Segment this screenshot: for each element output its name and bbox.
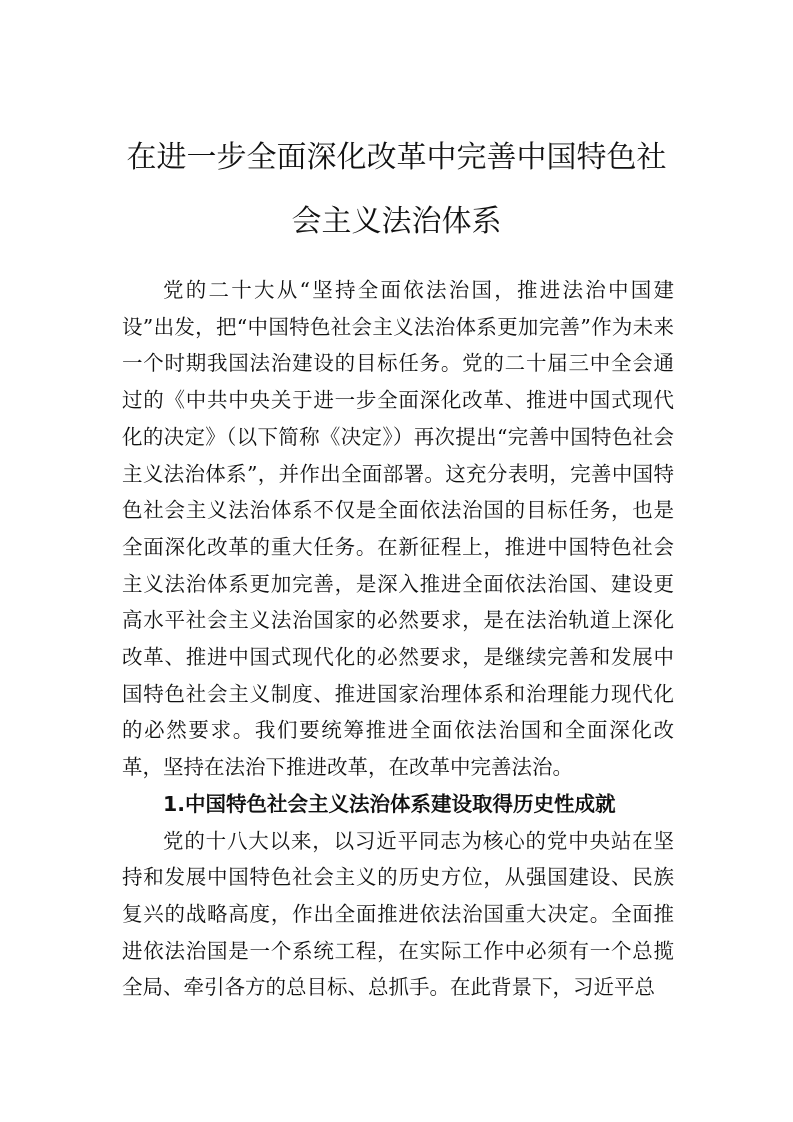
section-1-heading: 1.中国特色社会主义法治体系建设取得历史性成就 — [163, 791, 616, 816]
title-line-1: 在进一步全面深化改革中完善中国特色社 — [126, 140, 667, 175]
paragraph-1: 党的二十大从“坚持全面依法治国，推进法治中国建设”出发，把“中国特色社会主义法治体系更加完善”作为未来一个时期我国法治建设的目标任务。党的二十届三中全会通过的《中共中央关于进一步全面深化改革、推进中国式现代化的决定》（以下简称《决定》）再次提出“完善中国特色社会主义法治体系”，并作出全面部署。这充分表明，完善中国特色社会主义法治体系不仅是全面依法治国的目标任务，也是全面深化改革的重大任务。在新征程上，推进中国特色社会主义法治体系更加完善，是深入推进全面依法治国、建设更高水平社会主义法治国家的必然要求，是在法治轨道上深化改革、推进中国式现代化的必然要求，是继续完善和发展中国特色社会主义制度、推进国家治理体系和治理能力现代化的必然要求。我们要统筹推进全面依法治国和全面深化改革，坚持在法治下推进改革，在改革中完善法治。 — [122, 278, 674, 780]
document-body — [122, 272, 674, 1006]
document-title — [100, 126, 693, 254]
paragraph-2: 党的十八大以来，以习近平同志为核心的党中央站在坚持和发展中国特色社会主义的历史方位，从强国建设、民族复兴的战略高度，作出全面推进依法治国重大决定。全面推进依法治国是一个系统工程，在实际工作中必须有一个总揽全局、牵引各方的总目标、总抓手。在此背景下，习近平总 — [122, 828, 674, 1000]
title-line-2: 会主义法治体系 — [291, 204, 502, 239]
